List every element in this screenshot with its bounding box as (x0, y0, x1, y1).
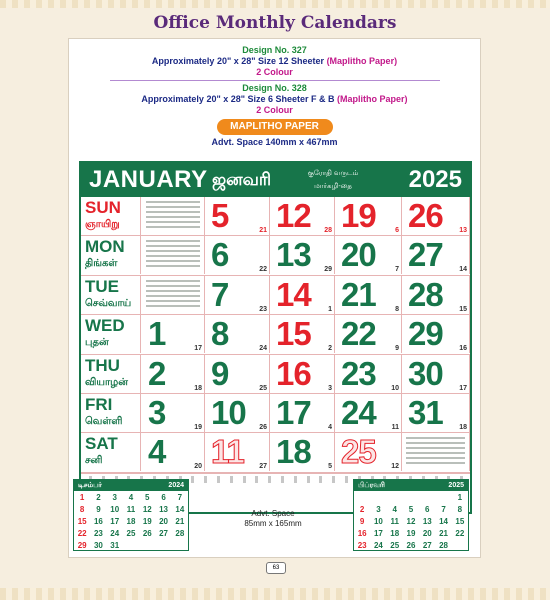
mini-date: 13 (159, 504, 168, 514)
mini-date: 8 (457, 504, 463, 514)
date-cell (205, 433, 270, 471)
mini-calendar-row (74, 503, 188, 515)
mini-calendar-february: பிப்ரவரி 2025 1 2 3 4 5 6 7 8 9 10 11 12 13 14 15 16 17 18 19 20 21 22 23 24 25 26 27 28 (353, 479, 469, 551)
date-cell (142, 197, 205, 235)
mini-date (139, 539, 155, 551)
date-number: 18 (276, 433, 311, 471)
date-number: 16 (276, 354, 311, 392)
notes-line (406, 462, 465, 464)
mini-date: 6 (425, 504, 430, 514)
strip-mark (243, 476, 246, 483)
design-description: Approximately 20" x 28" Size 6 Sheeter F & B (Maplitho Paper) (141, 94, 408, 104)
date-number: 11 (211, 433, 244, 471)
notes-line (406, 442, 465, 444)
notes-line (406, 437, 465, 439)
tamil-date: 26 (259, 424, 267, 431)
date-cell (335, 394, 402, 432)
divider (110, 80, 440, 81)
mini-date: 24 (110, 528, 120, 538)
tamil-date: 7 (395, 266, 399, 274)
tamil-date: 4 (328, 424, 332, 431)
mini-calendar-row (74, 527, 188, 539)
mini-date: 26 (406, 540, 416, 550)
date-cell (270, 315, 335, 353)
tamil-date: 21 (259, 227, 267, 234)
strip-mark (230, 476, 233, 483)
mini-date: 3 (112, 492, 117, 502)
date-cell (335, 276, 402, 314)
mini-date (452, 539, 468, 551)
mini-date: 8 (79, 504, 85, 514)
mini-date: 2 (359, 504, 365, 514)
strip-mark (217, 476, 220, 483)
strip-mark (281, 476, 284, 483)
day-label (81, 197, 141, 235)
mini-date (123, 539, 139, 551)
date-cell (402, 276, 470, 314)
tamil-date: 29 (324, 266, 332, 274)
tamil-date: 14 (459, 266, 467, 274)
date-number: 9 (211, 354, 229, 392)
mini-date: 26 (142, 528, 152, 538)
mini-date (370, 491, 386, 503)
design-description: Approximately 20" x 28" Size 12 Sheeter (Maplitho Paper) (151, 56, 398, 66)
day-name-tamil: வெள்ளி (85, 416, 123, 427)
notes-line (146, 240, 200, 242)
design-328 (69, 83, 480, 116)
date-number: 8 (211, 315, 229, 353)
design-number: Design No. 328 (242, 83, 307, 93)
strip-mark (294, 476, 297, 483)
date-number: 15 (276, 315, 311, 353)
day-label (81, 236, 141, 274)
mini-date: 9 (359, 516, 365, 526)
mini-date: 31 (110, 540, 120, 550)
tamil-date: 27 (259, 463, 267, 471)
date-number: 22 (341, 315, 376, 353)
notes-line (146, 290, 200, 292)
notes-line (406, 447, 465, 449)
mini-calendar-row (354, 539, 468, 551)
mini-date: 14 (175, 504, 185, 514)
date-cell (142, 276, 205, 314)
mini-date: 7 (177, 492, 183, 502)
date-number: 20 (341, 236, 376, 274)
date-cell (402, 315, 470, 353)
tamil-year: குரோதி வருடம் மார்கழி-தை (307, 170, 359, 190)
notes-line (146, 221, 200, 223)
year: 2025 (408, 166, 462, 193)
notes-line (146, 245, 200, 247)
date-cell (335, 355, 402, 393)
tamil-date: 12 (391, 463, 399, 471)
design-colour: 2 Colour (256, 67, 293, 77)
mini-date: 24 (373, 540, 383, 550)
date-number: 17 (276, 394, 311, 431)
date-cell (335, 236, 402, 274)
calendar-row (81, 394, 470, 433)
notes-line (146, 260, 200, 262)
strip-mark (307, 476, 310, 483)
date-cell (270, 355, 335, 393)
date-number: 29 (408, 315, 443, 353)
date-cell (335, 197, 402, 235)
notes-line (146, 285, 200, 287)
date-number: 28 (408, 275, 443, 313)
mini-date: 7 (441, 504, 446, 514)
day-name: WED (85, 316, 125, 336)
catalog-sheet (68, 38, 481, 558)
calendar-row (81, 276, 470, 315)
day-name-tamil: ஞாயிறு (85, 219, 120, 230)
date-cell (205, 315, 270, 353)
calendar-row (81, 315, 470, 354)
mini-date: 10 (110, 504, 120, 514)
date-cell (205, 276, 270, 314)
tamil-date: 24 (259, 345, 267, 353)
date-cell (270, 197, 335, 235)
day-name: TUE (85, 276, 119, 296)
mini-date: 15 (77, 516, 87, 526)
notes-line (146, 300, 200, 302)
date-cell (402, 355, 470, 393)
tamil-date: 17 (459, 384, 467, 392)
mini-date: 17 (110, 516, 120, 526)
mini-date: 6 (161, 492, 166, 502)
tamil-date: 1 (328, 305, 332, 313)
mini-date: 16 (93, 516, 103, 526)
notes-line (146, 201, 200, 203)
date-cell (142, 355, 205, 393)
day-label (81, 394, 141, 432)
date-number: 21 (341, 275, 376, 313)
date-number: 1 (148, 315, 166, 353)
bottom-border (0, 588, 550, 600)
notes-line (146, 211, 200, 213)
tamil-date: 23 (259, 305, 267, 313)
date-number: 31 (408, 394, 443, 431)
mini-date: 20 (422, 528, 432, 538)
mini-date: 3 (376, 504, 381, 514)
mini-date: 27 (422, 540, 432, 550)
tamil-date: 18 (459, 424, 467, 431)
strip-mark (255, 476, 258, 483)
mini-calendar-row (354, 503, 468, 515)
mini-date: 27 (159, 528, 168, 538)
mini-date: 23 (93, 528, 103, 538)
date-cell (270, 236, 335, 274)
mini-date: 9 (96, 504, 101, 514)
date-number: 26 (408, 197, 443, 234)
mini-date: 16 (357, 528, 367, 538)
day-name: MON (85, 237, 125, 257)
tamil-date: 28 (324, 227, 332, 234)
tamil-date: 5 (328, 463, 332, 471)
date-number: 19 (341, 197, 376, 234)
date-cell (205, 394, 270, 432)
mini-date: 21 (175, 516, 185, 526)
mini-date: 30 (93, 540, 103, 550)
day-label (81, 355, 141, 393)
tamil-date: 13 (459, 227, 467, 234)
date-cell (142, 315, 205, 353)
mini-date (403, 491, 419, 503)
day-name-tamil: புதன் (85, 337, 109, 349)
mini-date: 11 (126, 504, 136, 514)
mini-date: 14 (439, 516, 448, 526)
date-number: 4 (148, 433, 166, 471)
mini-date: 25 (390, 540, 400, 550)
day-name-tamil: வியாழன் (85, 376, 128, 388)
mini-date: 22 (77, 528, 87, 538)
day-name: SAT (85, 434, 118, 454)
date-cell (142, 394, 205, 432)
day-name: THU (85, 355, 120, 375)
mini-date: 19 (142, 516, 152, 526)
strip-mark (268, 476, 271, 483)
date-cell (270, 394, 335, 432)
tamil-date: 6 (395, 227, 399, 234)
date-cell (402, 236, 470, 274)
tamil-date: 20 (194, 463, 202, 471)
month-name: JANUARY (89, 166, 208, 193)
date-number: 5 (211, 197, 229, 234)
calendar-header (81, 163, 470, 197)
date-number: 27 (408, 236, 443, 274)
mini-date: 28 (439, 540, 448, 550)
day-label (81, 433, 141, 471)
mini-date: 20 (159, 516, 168, 526)
date-number: 24 (341, 394, 376, 431)
mini-date: 18 (390, 528, 400, 538)
day-name-tamil: செவ்வாய் (85, 297, 132, 309)
mini-calendar-december: டிசம்பர் 2024 1 2 3 4 5 6 7 8 9 10 11 12 13 14 15 16 17 18 19 20 21 22 23 24 25 26 27 28 29 30 31 (73, 479, 189, 551)
mini-date: 4 (392, 504, 397, 514)
calendar-row (81, 197, 470, 236)
mini-date: 18 (126, 516, 136, 526)
strip-mark (345, 476, 348, 483)
strip-mark (204, 476, 207, 483)
day-label (81, 315, 141, 353)
day-name: SUN (85, 198, 121, 217)
date-number: 10 (211, 394, 246, 431)
date-cell (402, 433, 470, 471)
january-calendar (79, 161, 472, 514)
mini-date: 22 (455, 528, 465, 538)
date-cell (270, 433, 335, 471)
notes-line (146, 206, 200, 208)
date-cell (205, 355, 270, 393)
tamil-date: 2 (328, 345, 332, 353)
mini-date: 28 (175, 528, 185, 538)
notes-line (146, 255, 200, 257)
tamil-date: 19 (194, 424, 202, 431)
paper-badge: MAPLITHO PAPER (217, 119, 333, 135)
tamil-date: 3 (328, 384, 332, 392)
tamil-date: 8 (395, 305, 399, 313)
notes-line (146, 216, 200, 218)
mini-calendar-row (354, 491, 468, 503)
tamil-date: 10 (391, 384, 399, 392)
mini-date: 5 (408, 504, 414, 514)
advt-space-box: Advt. Space 85mm x 165mm (244, 509, 302, 528)
mini-date: 11 (390, 516, 399, 526)
mini-date: 12 (142, 504, 152, 514)
mini-calendar-row (74, 491, 188, 503)
mini-calendar-row (354, 527, 468, 539)
strip-mark (332, 476, 335, 483)
mini-date: 10 (373, 516, 383, 526)
day-name-tamil: சனி (85, 455, 103, 467)
date-number: 2 (148, 354, 166, 392)
mini-date: 1 (79, 492, 85, 502)
top-border (0, 0, 550, 8)
notes-line (146, 295, 200, 297)
mini-date: 29 (77, 540, 87, 550)
tamil-date: 15 (459, 305, 467, 313)
mini-calendar-row (74, 539, 188, 551)
mini-date: 17 (373, 528, 383, 538)
mini-date (419, 491, 435, 503)
notes-line (406, 457, 465, 459)
date-cell (402, 394, 470, 432)
tamil-date: 18 (194, 384, 202, 392)
mini-date (155, 539, 171, 551)
date-cell (142, 433, 205, 471)
tamil-date: 11 (391, 424, 399, 431)
page-number: 63 (266, 562, 286, 574)
mini-date: 1 (457, 492, 463, 502)
strip-mark (319, 476, 322, 483)
mini-calendar-row (354, 515, 468, 527)
tamil-date: 22 (259, 266, 267, 274)
date-cell (335, 433, 402, 471)
tamil-date: 9 (395, 345, 399, 353)
mini-date (387, 491, 403, 503)
mini-calendar-row (74, 515, 188, 527)
month-name-tamil: ஜனவரி (212, 170, 272, 189)
notes-line (406, 452, 465, 454)
date-number: 13 (276, 236, 311, 274)
date-number: 7 (211, 275, 229, 313)
tamil-date: 25 (259, 384, 267, 392)
mini-date: 5 (145, 492, 150, 502)
design-colour: 2 Colour (256, 105, 293, 115)
date-cell (205, 236, 270, 274)
mini-date: 19 (406, 528, 416, 538)
notes-line (146, 265, 200, 267)
notes-line (146, 250, 200, 252)
date-number: 23 (341, 354, 376, 392)
advt-space-text: Advt. Space 140mm x 467mm (211, 137, 338, 147)
date-number: 30 (408, 354, 443, 392)
calendar-row (81, 236, 470, 275)
calendar-row (81, 355, 470, 394)
date-number: 25 (341, 433, 376, 471)
mini-date (354, 491, 370, 503)
date-number: 14 (276, 275, 311, 313)
mini-date (172, 539, 188, 551)
mini-date: 2 (96, 492, 101, 502)
notes-line (146, 226, 200, 228)
mini-date: 4 (128, 492, 134, 502)
tamil-date: 17 (194, 345, 202, 353)
mini-date: 23 (357, 540, 367, 550)
date-cell (270, 276, 335, 314)
design-327 (69, 45, 480, 78)
date-cell (205, 197, 270, 235)
strip-mark (191, 476, 194, 483)
design-number: Design No. 327 (242, 45, 307, 55)
mini-date: 13 (422, 516, 432, 526)
mini-date: 21 (439, 528, 448, 538)
date-cell (142, 236, 205, 274)
day-label (81, 276, 141, 314)
page-title: Office Monthly Calendars (153, 13, 397, 33)
mini-date: 12 (406, 516, 416, 526)
date-cell (335, 315, 402, 353)
notes-line (146, 280, 200, 282)
page-header (0, 8, 550, 38)
calendar-grid (81, 197, 470, 473)
date-number: 3 (148, 394, 166, 431)
notes-line (146, 305, 200, 307)
calendar-row (81, 433, 470, 472)
day-name: FRI (85, 395, 113, 414)
mini-date (435, 491, 451, 503)
date-cell (402, 197, 470, 235)
date-number: 6 (211, 236, 229, 274)
mini-date: 25 (126, 528, 136, 538)
tamil-date: 16 (459, 345, 467, 353)
day-name-tamil: திங்கள் (85, 258, 118, 270)
mini-date: 15 (455, 516, 465, 526)
date-number: 12 (276, 197, 311, 234)
